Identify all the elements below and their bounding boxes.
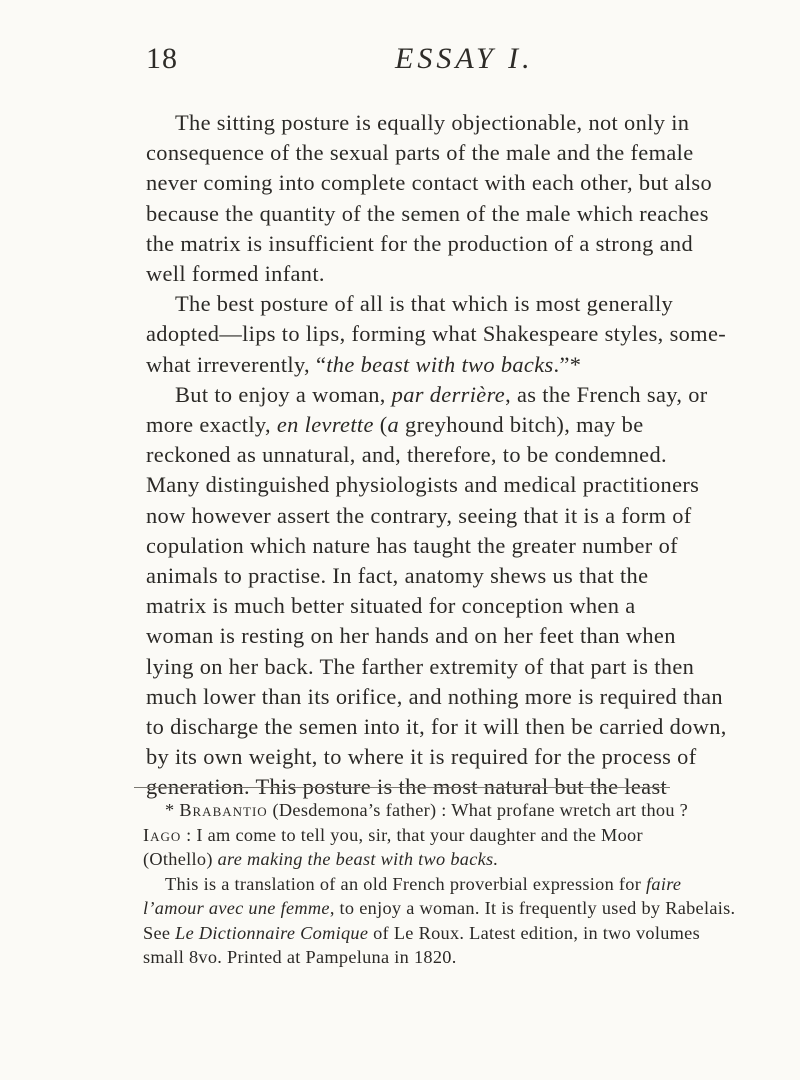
footnote-line: small 8vo. Printed at Pampeluna in 1820. xyxy=(143,947,457,967)
text-line: generation. This posture is the most natural but the least xyxy=(146,774,668,800)
text-line xyxy=(146,350,786,380)
text-line: the matrix is insufficient for the production of a strong and xyxy=(146,230,693,256)
text-run: greyhound bitch), may be xyxy=(399,412,644,438)
footnote-line xyxy=(143,872,783,897)
text-line: to discharge the semen into it, for it will then be carried down, xyxy=(146,714,727,740)
italic-phrase: l’amour avec une femme xyxy=(143,898,330,918)
text-run: : I am come to tell you, sir, that your daughter and the Moor xyxy=(181,824,643,845)
text-line: much lower than its orifice, and nothing more is required than xyxy=(146,683,723,709)
text-run: of Le Roux. Latest edition, in two volumes xyxy=(368,922,701,943)
text-run: , to enjoy a woman. It is frequently used by Rabelais. xyxy=(329,898,736,918)
text-run: ( xyxy=(373,412,388,438)
body-text xyxy=(146,108,786,803)
text-line: adopted—lips to lips, forming what Shakespeare styles, some- xyxy=(146,321,727,347)
text-line: The best posture of all is that which is most generally xyxy=(175,291,674,317)
text-line: now however assert the contrary, seeing that it is a form of xyxy=(146,502,692,528)
footnote-divider xyxy=(134,787,670,788)
text-run: what irreverently, “ xyxy=(146,351,327,377)
text-line: never coming into complete contact with each other, but also xyxy=(146,170,713,196)
footnote-line xyxy=(143,798,783,823)
text-line xyxy=(146,380,786,410)
footnote-line xyxy=(143,823,783,848)
text-run: But to enjoy a woman, xyxy=(175,381,392,407)
text-line: woman is resting on her hands and on her feet than when xyxy=(146,623,676,649)
text-line: by its own weight, to where it is required for the process of xyxy=(146,744,697,770)
footnote-line xyxy=(143,896,783,921)
paragraph-3 xyxy=(146,380,786,803)
italic-phrase: par derrière xyxy=(391,381,506,407)
text-run: (Desdemona’s father) : What profane wretch art thou ? xyxy=(267,800,689,820)
text-line: reckoned as unnatural, and, therefore, to be condemned. xyxy=(146,442,667,468)
italic-phrase: a xyxy=(387,412,400,438)
text-line: Many distinguished physiologists and medical practitioners xyxy=(146,472,700,498)
text-line: matrix is much better situated for conception when a xyxy=(146,593,636,619)
text-line: animals to practise. In fact, anatomy shews us that the xyxy=(146,563,649,589)
text-run: , as the French say, or xyxy=(505,381,708,407)
running-head: ESSAY I. xyxy=(395,42,534,75)
italic-quote: the beast with two backs xyxy=(326,351,554,377)
speaker-name: Brabantio xyxy=(179,800,268,820)
footnote-line xyxy=(143,847,783,872)
paragraph-1 xyxy=(146,108,786,289)
italic-phrase: en levrette xyxy=(276,412,374,438)
italic-phrase: are making the beast with two backs. xyxy=(217,849,499,869)
text-line: lying on her back. The farther extremity of that part is then xyxy=(146,653,695,679)
page-number: 18 xyxy=(146,42,178,75)
footnote xyxy=(143,798,783,970)
speaker-name: Iago xyxy=(143,824,182,845)
italic-phrase: faire xyxy=(646,873,682,894)
page-header xyxy=(146,42,658,82)
italic-title: Le Dictionnaire Comique xyxy=(175,922,369,943)
text-run: See xyxy=(143,922,176,943)
footnote-line xyxy=(143,921,783,946)
text-line: copulation which nature has taught the greater number of xyxy=(146,532,678,558)
footnote-marker: .”* xyxy=(553,351,582,377)
text-run: (Othello) xyxy=(143,849,218,869)
text-line xyxy=(146,410,786,440)
text-line: because the quantity of the semen of the male which reaches xyxy=(146,200,709,226)
text-line: The sitting posture is equally objectionable, not only in xyxy=(175,110,690,135)
text-run: This is a translation of an old French proverbial expression for xyxy=(165,873,646,894)
paragraph-2 xyxy=(146,289,786,380)
footnote-star: * xyxy=(165,800,180,820)
text-line: consequence of the sexual parts of the male and the female xyxy=(146,140,694,166)
text-run: more exactly, xyxy=(146,412,277,438)
text-line: well formed infant. xyxy=(146,261,325,287)
